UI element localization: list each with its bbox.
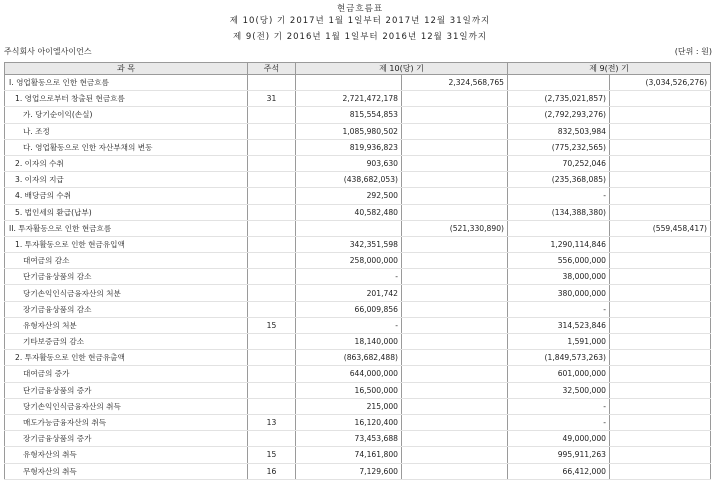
row-note: [248, 398, 296, 414]
row-current-total: [402, 366, 508, 382]
table-row: [5, 366, 711, 382]
row-prior-detail: (1,849,573,263): [508, 350, 610, 366]
row-current-total: [402, 139, 508, 155]
row-label: 장기금융상품의 감소: [5, 301, 248, 317]
row-prior-detail: 66,412,000: [508, 463, 610, 479]
row-current-total: [402, 334, 508, 350]
row-current-detail: 16,500,000: [296, 382, 402, 398]
table-row: [5, 301, 711, 317]
row-current-total: [402, 236, 508, 252]
row-prior-total: [610, 463, 711, 479]
row-current-total: [402, 301, 508, 317]
row-note: [248, 350, 296, 366]
row-current-detail: (863,682,488): [296, 350, 402, 366]
table-row: [5, 220, 711, 236]
row-label: 가. 당기순이익(손실): [5, 107, 248, 123]
row-prior-total: [610, 366, 711, 382]
row-label: 1. 영업으로부터 창출된 현금흐름: [5, 91, 248, 107]
cash-flow-table: [4, 62, 711, 480]
row-prior-detail: -: [508, 414, 610, 430]
row-current-detail: [296, 75, 402, 91]
row-prior-detail: 380,000,000: [508, 285, 610, 301]
row-prior-total: [610, 188, 711, 204]
row-prior-detail: 32,500,000: [508, 382, 610, 398]
row-current-total: [402, 414, 508, 430]
row-prior-total: [610, 253, 711, 269]
row-current-total: 2,324,568,765: [402, 75, 508, 91]
row-label: 대여금의 증가: [5, 366, 248, 382]
row-prior-total: (3,034,526,276): [610, 75, 711, 91]
row-label: 나. 조정: [5, 123, 248, 139]
row-label: 무형자산의 취득: [5, 463, 248, 479]
row-prior-total: [610, 155, 711, 171]
row-current-total: [402, 107, 508, 123]
row-prior-detail: 1,591,000: [508, 334, 610, 350]
table-row: [5, 204, 711, 220]
row-current-total: (521,330,890): [402, 220, 508, 236]
row-note: [248, 431, 296, 447]
table-row: [5, 107, 711, 123]
row-current-detail: 16,120,400: [296, 414, 402, 430]
row-prior-total: [610, 301, 711, 317]
table-row: [5, 236, 711, 252]
row-current-detail: -: [296, 269, 402, 285]
row-current-total: [402, 123, 508, 139]
row-prior-detail: -: [508, 188, 610, 204]
header-note: 주석: [248, 63, 296, 75]
row-prior-total: [610, 91, 711, 107]
row-prior-detail: -: [508, 301, 610, 317]
row-note: 15: [248, 447, 296, 463]
table-row: [5, 123, 711, 139]
row-prior-detail: 49,000,000: [508, 431, 610, 447]
row-current-total: [402, 463, 508, 479]
row-prior-total: [610, 317, 711, 333]
row-label: 5. 법인세의 환급(납부): [5, 204, 248, 220]
row-label: 4. 배당금의 수취: [5, 188, 248, 204]
table-row: [5, 334, 711, 350]
table-row: [5, 414, 711, 430]
row-note: [248, 155, 296, 171]
row-note: 31: [248, 91, 296, 107]
table-row: [5, 253, 711, 269]
row-prior-detail: 1,290,114,846: [508, 236, 610, 252]
row-prior-detail: (235,368,085): [508, 172, 610, 188]
table-row: [5, 382, 711, 398]
row-label: 장기금융상품의 증가: [5, 431, 248, 447]
row-current-detail: 903,630: [296, 155, 402, 171]
row-note: [248, 204, 296, 220]
row-prior-total: [610, 172, 711, 188]
row-current-detail: 819,936,823: [296, 139, 402, 155]
table-row: [5, 285, 711, 301]
row-prior-detail: (134,388,380): [508, 204, 610, 220]
row-current-detail: 40,582,480: [296, 204, 402, 220]
table-row: [5, 317, 711, 333]
row-note: [248, 382, 296, 398]
row-prior-total: [610, 285, 711, 301]
row-current-detail: -: [296, 317, 402, 333]
row-label: 다. 영업활동으로 인한 자산부채의 변동: [5, 139, 248, 155]
row-current-detail: 258,000,000: [296, 253, 402, 269]
row-note: [248, 139, 296, 155]
row-note: [248, 172, 296, 188]
table-row: [5, 350, 711, 366]
row-current-detail: 201,742: [296, 285, 402, 301]
unit-label: (단위 : 원): [674, 47, 712, 56]
row-current-detail: 66,009,856: [296, 301, 402, 317]
row-current-total: [402, 447, 508, 463]
row-current-detail: 292,500: [296, 188, 402, 204]
table-row: [5, 398, 711, 414]
row-label: 단기금융상품의 증가: [5, 382, 248, 398]
row-current-total: [402, 431, 508, 447]
row-prior-total: [610, 269, 711, 285]
company-name: 주식회사 아이엘사이언스: [4, 47, 92, 56]
row-note: [248, 220, 296, 236]
table-row: [5, 91, 711, 107]
row-note: [248, 123, 296, 139]
row-label: 유형자산의 처분: [5, 317, 248, 333]
row-note: [248, 366, 296, 382]
period-prior: 제 9(전) 기 2016년 1월 1일부터 2016년 12월 31일까지: [232, 32, 488, 42]
row-prior-total: (559,458,417): [610, 220, 711, 236]
row-label: 매도가능금융자산의 취득: [5, 414, 248, 430]
header-prior: 제 9(전) 기: [508, 63, 711, 75]
table-header-row: [5, 63, 711, 75]
row-prior-total: [610, 123, 711, 139]
row-label: 2. 투자활동으로 인한 현금유출액: [5, 350, 248, 366]
header-current: 제 10(당) 기: [296, 63, 508, 75]
row-prior-detail: (2,735,021,857): [508, 91, 610, 107]
table-row: [5, 155, 711, 171]
row-prior-total: [610, 107, 711, 123]
row-prior-detail: 832,503,984: [508, 123, 610, 139]
statement-title: 현금흐름표: [336, 4, 384, 14]
row-prior-total: [610, 414, 711, 430]
row-prior-total: [610, 334, 711, 350]
row-current-detail: 18,140,000: [296, 334, 402, 350]
row-current-detail: (438,682,053): [296, 172, 402, 188]
row-prior-total: [610, 398, 711, 414]
row-label: 3. 이자의 지급: [5, 172, 248, 188]
table-row: [5, 447, 711, 463]
row-label: I. 영업활동으로 인한 현금흐름: [5, 75, 248, 91]
row-current-detail: 7,129,600: [296, 463, 402, 479]
table-row: [5, 188, 711, 204]
row-prior-detail: 995,911,263: [508, 447, 610, 463]
row-current-total: [402, 204, 508, 220]
row-label: 1. 투자활동으로 인한 현금유입액: [5, 236, 248, 252]
row-current-detail: [296, 220, 402, 236]
row-label: 2. 이자의 수취: [5, 155, 248, 171]
row-label: 단기금융상품의 감소: [5, 269, 248, 285]
row-prior-total: [610, 447, 711, 463]
row-note: [248, 236, 296, 252]
row-prior-detail: [508, 75, 610, 91]
row-current-detail: 215,000: [296, 398, 402, 414]
row-current-detail: 74,161,800: [296, 447, 402, 463]
row-note: [248, 334, 296, 350]
row-current-total: [402, 172, 508, 188]
row-current-total: [402, 317, 508, 333]
row-current-detail: 815,554,853: [296, 107, 402, 123]
row-note: [248, 253, 296, 269]
row-current-detail: 644,000,000: [296, 366, 402, 382]
row-current-total: [402, 398, 508, 414]
row-note: [248, 301, 296, 317]
row-current-total: [402, 269, 508, 285]
period-current: 제 10(당) 기 2017년 1월 1일부터 2017년 12월 31일까지: [229, 16, 491, 26]
row-label: 대여금의 감소: [5, 253, 248, 269]
row-prior-detail: 314,523,846: [508, 317, 610, 333]
table-row: [5, 463, 711, 479]
row-note: [248, 269, 296, 285]
row-current-detail: 342,351,598: [296, 236, 402, 252]
row-prior-detail: 38,000,000: [508, 269, 610, 285]
row-note: 13: [248, 414, 296, 430]
row-note: [248, 188, 296, 204]
row-current-detail: 1,085,980,502: [296, 123, 402, 139]
row-label: 당기손익인식금융자산의 처분: [5, 285, 248, 301]
row-label: 기타보증금의 감소: [5, 334, 248, 350]
row-prior-detail: 70,252,046: [508, 155, 610, 171]
row-current-total: [402, 253, 508, 269]
row-current-detail: 2,721,472,178: [296, 91, 402, 107]
table-row: [5, 139, 711, 155]
row-prior-total: [610, 139, 711, 155]
row-prior-detail: -: [508, 398, 610, 414]
table-row: [5, 172, 711, 188]
row-note: 16: [248, 463, 296, 479]
row-prior-detail: 556,000,000: [508, 253, 610, 269]
row-note: [248, 285, 296, 301]
row-prior-total: [610, 350, 711, 366]
row-prior-total: [610, 431, 711, 447]
row-label: 당기손익인식금융자산의 취득: [5, 398, 248, 414]
row-note: [248, 107, 296, 123]
row-prior-total: [610, 382, 711, 398]
row-current-total: [402, 350, 508, 366]
table-row: [5, 431, 711, 447]
row-note: 15: [248, 317, 296, 333]
table-row: [5, 269, 711, 285]
row-current-total: [402, 285, 508, 301]
row-current-detail: 73,453,688: [296, 431, 402, 447]
row-label: II. 투자활동으로 인한 현금흐름: [5, 220, 248, 236]
row-current-total: [402, 155, 508, 171]
row-prior-detail: [508, 220, 610, 236]
table-row: [5, 75, 711, 91]
row-note: [248, 75, 296, 91]
row-current-total: [402, 91, 508, 107]
row-prior-total: [610, 204, 711, 220]
row-prior-detail: 601,000,000: [508, 366, 610, 382]
row-current-total: [402, 382, 508, 398]
row-current-total: [402, 188, 508, 204]
header-account: 과 목: [5, 63, 248, 75]
row-prior-total: [610, 236, 711, 252]
row-prior-detail: (775,232,565): [508, 139, 610, 155]
row-prior-detail: (2,792,293,276): [508, 107, 610, 123]
row-label: 유형자산의 취득: [5, 447, 248, 463]
